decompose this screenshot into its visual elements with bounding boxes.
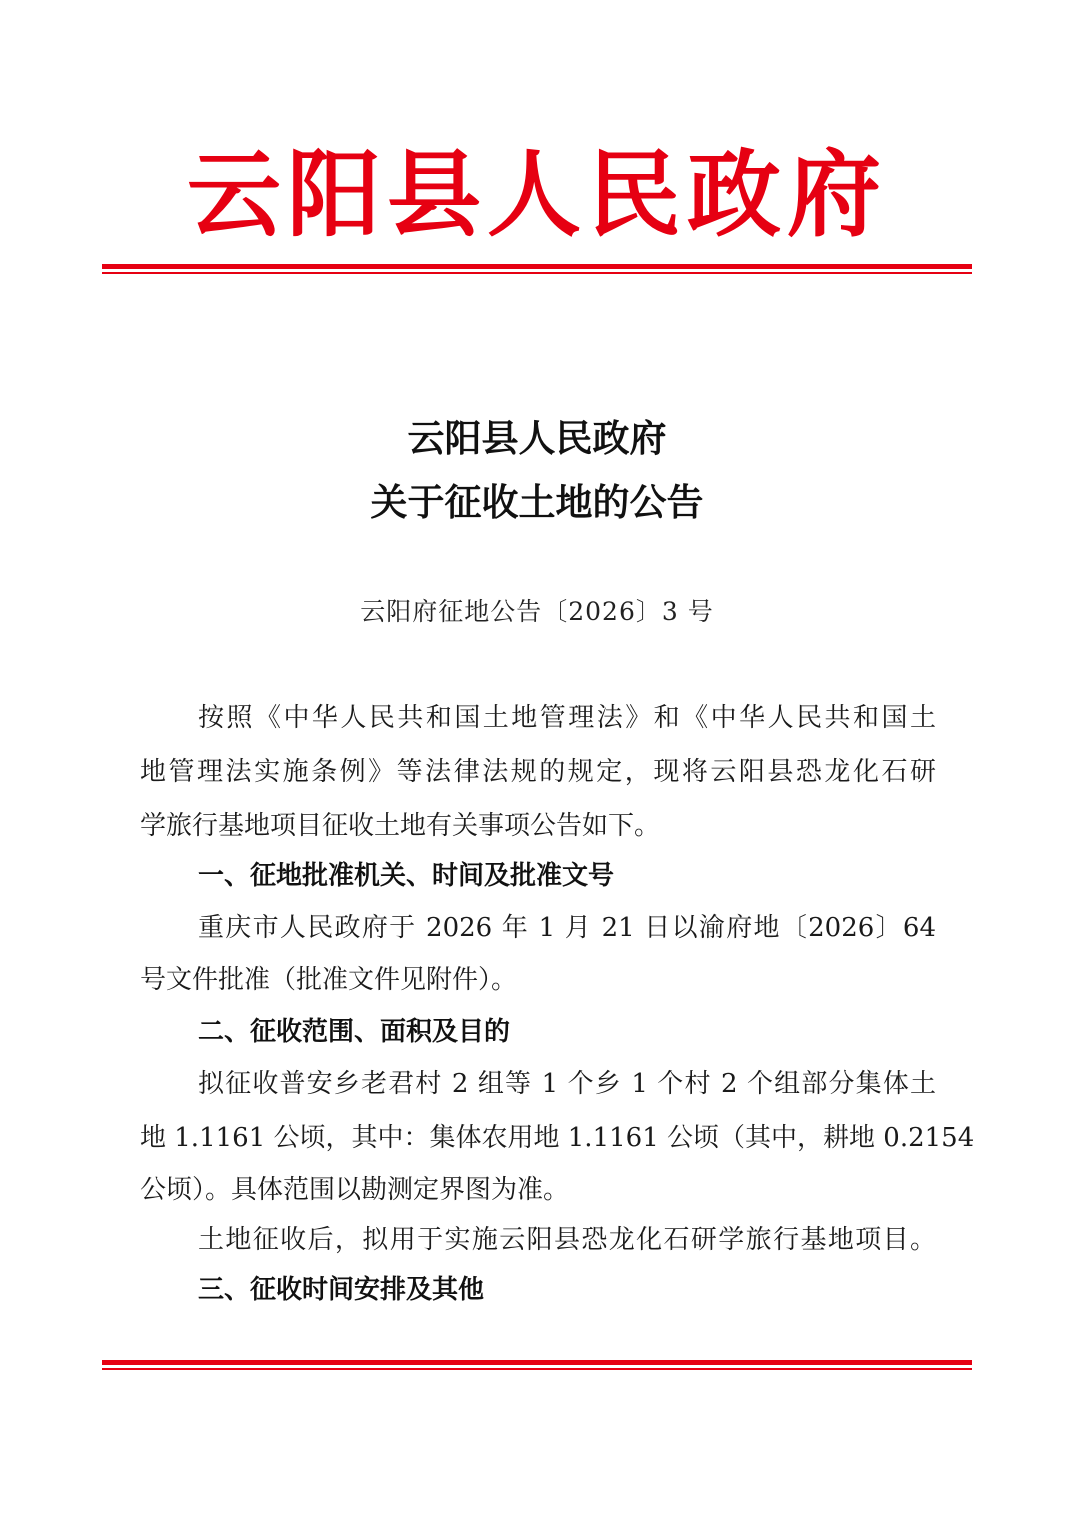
paragraph-line: 号文件批准（批准文件见附件）。: [140, 965, 518, 995]
section-heading-1: 一、征地批准机关、时间及批准文号: [198, 861, 615, 891]
section-heading-2: 二、征收范围、面积及目的: [198, 1017, 511, 1047]
paragraph-line: 土地征收后，拟用于实施云阳县恐龙化石研学旅行基地项目。: [198, 1225, 936, 1255]
paragraph-line: 学旅行基地项目征收土地有关事项公告如下。: [140, 811, 661, 841]
paragraph-line: 地管理法实施条例》等法律法规的规定，现将云阳县恐龙化石研: [140, 757, 936, 787]
paragraph-line: 按照《中华人民共和国土地管理法》和《中华人民共和国土: [198, 703, 936, 733]
document-number: 云阳府征地公告〔2026〕3 号: [360, 597, 714, 626]
section-heading-3: 三、征收时间安排及其他: [198, 1275, 485, 1305]
paragraph-line: 地 1.1161 公顷，其中：集体农用地 1.1161 公顷（其中，耕地 0.2154: [140, 1123, 975, 1153]
paragraph-line: 拟征收普安乡老君村 2 组等 1 个乡 1 个村 2 个组部分集体土: [198, 1069, 936, 1099]
notice-title-line2: 关于征收土地的公告: [370, 480, 704, 524]
paragraph-line: 重庆市人民政府于 2026 年 1 月 21 日以渝府地〔2026〕64: [198, 913, 936, 943]
paragraph-line: 公顷）。具体范围以勘测定界图为准。: [140, 1175, 570, 1205]
header-divider: [102, 264, 972, 274]
masthead-title: 云阳县人民政府: [186, 140, 887, 250]
notice-title-line1: 云阳县人民政府: [407, 416, 667, 460]
footer-divider: [102, 1360, 972, 1370]
